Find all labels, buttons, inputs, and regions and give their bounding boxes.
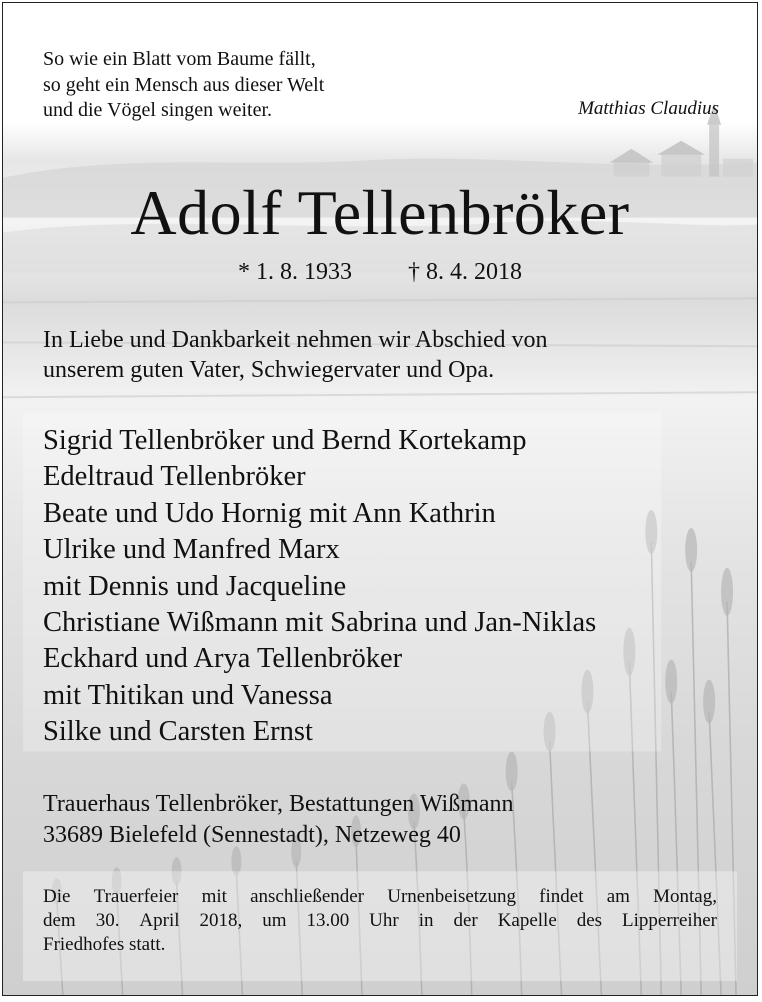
ceremony-word: dem	[43, 910, 76, 931]
poem-quote	[43, 47, 324, 124]
birth-date: * 1. 8. 1933	[238, 259, 352, 285]
ceremony-word: Uhr	[369, 910, 399, 931]
mourner-line: Christiane Wißmann mit Sabrina und Jan-Niklas	[43, 607, 597, 639]
ceremony-line-2	[43, 909, 717, 933]
ceremony-word: 13.00	[306, 910, 350, 931]
mourners-list	[43, 423, 596, 751]
ceremony-word: der	[453, 910, 478, 931]
quote-line: und die Vögel singen weiter.	[43, 99, 273, 121]
life-dates	[3, 259, 757, 286]
farewell-text	[43, 325, 548, 385]
ceremony-word: am	[606, 886, 630, 907]
address-line: 33689 Bielefeld (Sennestadt), Netzeweg 40	[43, 822, 461, 848]
ceremony-word: Urnenbeisetzung	[387, 886, 516, 907]
ceremony-line-3: Friedhofes statt.	[43, 934, 166, 955]
ceremony-word: April	[139, 910, 180, 931]
mourner-line: mit Thitikan und Vanessa	[43, 679, 333, 711]
ceremony-word: Die	[43, 886, 71, 907]
funeral-ceremony-info	[43, 885, 717, 957]
ceremony-word: anschließender	[250, 886, 365, 907]
ceremony-word: Trauerfeier	[93, 886, 179, 907]
mourner-line: Ulrike und Manfred Marx	[43, 534, 340, 566]
notice-content	[3, 3, 757, 995]
ceremony-word: Kapelle	[497, 910, 557, 931]
ceremony-word: in	[418, 910, 434, 931]
mourner-line: mit Dennis und Jacqueline	[43, 570, 347, 602]
ceremony-word: 30.	[95, 910, 120, 931]
ceremony-word: mit	[201, 886, 227, 907]
mourner-line: Sigrid Tellenbröker und Bernd Kortekamp	[43, 425, 527, 456]
mourning-house-address	[43, 789, 514, 851]
farewell-line: unserem guten Vater, Schwiegervater und Opa.	[43, 357, 495, 383]
mourner-line: Beate und Udo Hornig mit Ann Kathrin	[43, 497, 496, 529]
ceremony-word: findet	[539, 886, 584, 907]
obituary-notice	[2, 2, 758, 996]
ceremony-word: um	[262, 910, 287, 931]
deceased-name: Adolf Tellenbröker	[130, 177, 630, 248]
ceremony-line-1	[43, 885, 717, 909]
farewell-line: In Liebe und Dankbarkeit nehmen wir Abschied von	[43, 327, 548, 353]
mourner-line: Edeltraud Tellenbröker	[43, 461, 306, 493]
ceremony-word: des	[576, 910, 603, 931]
death-date: † 8. 4. 2018	[408, 259, 522, 285]
quote-author: Matthias Claudius	[578, 98, 719, 119]
ceremony-word: Montag,	[653, 886, 717, 907]
mourner-line: Silke und Carsten Ernst	[43, 716, 313, 748]
quote-line: So wie ein Blatt vom Baume fällt,	[43, 48, 316, 70]
ceremony-word: Lipperreiher	[622, 910, 717, 931]
address-line: Trauerhaus Tellenbröker, Bestattungen Wißmann	[43, 791, 514, 817]
quote-line: so geht ein Mensch aus dieser Welt	[43, 73, 325, 96]
ceremony-word: 2018,	[199, 910, 243, 931]
mourner-line: Eckhard und Arya Tellenbröker	[43, 643, 403, 675]
